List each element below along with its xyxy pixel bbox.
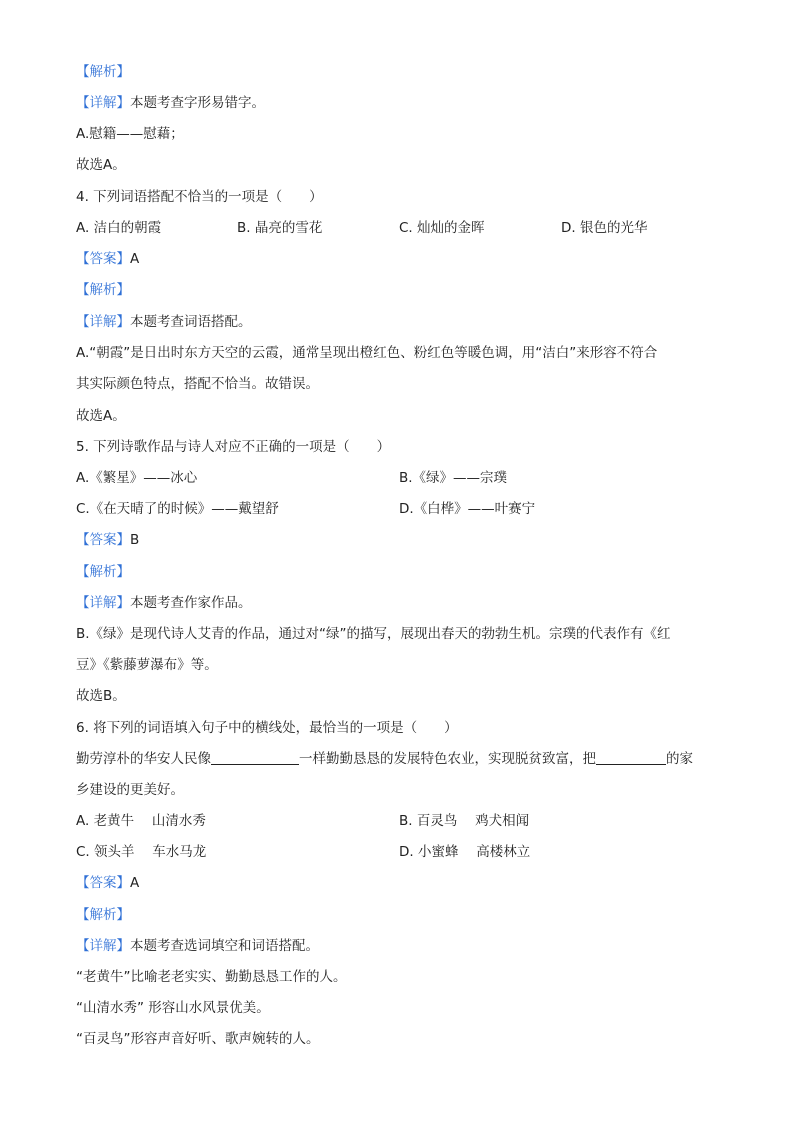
- detail-tag: 【详解】: [76, 95, 130, 111]
- explain-line: 豆》《紫藤萝瀑布》等。: [76, 657, 218, 673]
- q6-option-c: C. 领头羊 车水马龙: [76, 844, 207, 860]
- sentence-part: 的家: [666, 751, 693, 767]
- answer-tag: 【答案】: [76, 875, 130, 891]
- choose-line: 故选A。: [76, 157, 126, 173]
- explain-line: “老黄牛”比喻老老实实、勤勤恳恳工作的人。: [76, 969, 347, 985]
- q6-answer-line: [76, 873, 139, 893]
- detail-text: 本题考查字形易错字。: [130, 95, 265, 111]
- q5-option-b: B.《绿》——宗璞: [399, 470, 508, 486]
- detail-line: [76, 593, 252, 613]
- analysis-heading: 【解析】: [76, 564, 130, 580]
- q6-sentence-line-2: 乡建设的更美好。: [76, 782, 184, 798]
- analysis-heading: 【解析】: [76, 282, 130, 298]
- detail-text: 本题考查作家作品。: [130, 595, 252, 611]
- q4-option-b: B. 晶亮的雪花: [237, 220, 323, 236]
- answer-tag: 【答案】: [76, 532, 130, 548]
- q6-option-d: D. 小蜜蜂 高楼林立: [399, 844, 531, 860]
- explain-line: B.《绿》是现代诗人艾青的作品，通过对“绿”的描写，展现出春天的勃勃生机。宗璞的代表作有《红: [76, 626, 671, 642]
- fill-blank: [211, 750, 299, 765]
- q6-option-b: B. 百灵鸟 鸡犬相闻: [399, 813, 530, 829]
- detail-tag: 【详解】: [76, 595, 130, 611]
- fill-blank: [596, 750, 666, 765]
- explain-line: A.“朝霞”是日出时东方天空的云霞，通常呈现出橙红色、粉红色等暖色调，用“洁白”来形容不符合: [76, 345, 658, 361]
- q4-option-a: A. 洁白的朝霞: [76, 220, 162, 236]
- explain-line: “山清水秀” 形容山水风景优美。: [76, 1000, 270, 1016]
- explain-line: A.慰籍——慰藉；: [76, 126, 184, 142]
- explain-line: “百灵鸟”形容声音好听、歌声婉转的人。: [76, 1031, 320, 1047]
- answer-value: A: [130, 251, 140, 267]
- q5-option-d: D.《白桦》——叶赛宁: [399, 501, 536, 517]
- detail-text: 本题考查选词填空和词语搭配。: [130, 938, 319, 954]
- detail-text: 本题考查词语搭配。: [130, 314, 252, 330]
- analysis-heading: 【解析】: [76, 907, 130, 923]
- q6-sentence-line-1: [76, 749, 693, 769]
- q5-option-c: C.《在天晴了的时候》——戴望舒: [76, 501, 279, 517]
- sentence-part: 勤劳淳朴的华安人民像: [76, 751, 211, 767]
- analysis-heading: 【解析】: [76, 64, 130, 80]
- q4-option-c: C. 灿灿的金晖: [399, 220, 485, 236]
- question-6-stem: 6. 将下列的词语填入句子中的横线处，最恰当的一项是（ ）: [76, 720, 458, 736]
- detail-line: [76, 93, 265, 113]
- detail-tag: 【详解】: [76, 938, 130, 954]
- q4-answer-line: [76, 249, 139, 269]
- detail-line: [76, 936, 319, 956]
- answer-value: B: [130, 532, 140, 548]
- sentence-part: 一样勤勤恳恳的发展特色农业，实现脱贫致富，把: [299, 751, 596, 767]
- choose-line: 故选A。: [76, 408, 126, 424]
- question-5-stem: 5. 下列诗歌作品与诗人对应不正确的一项是（ ）: [76, 439, 391, 455]
- explain-line: 其实际颜色特点，搭配不恰当。故错误。: [76, 376, 319, 392]
- q5-option-a: A.《繁星》——冰心: [76, 470, 198, 486]
- detail-tag: 【详解】: [76, 314, 130, 330]
- question-4-stem: 4. 下列词语搭配不恰当的一项是（ ）: [76, 189, 323, 205]
- choose-line: 故选B。: [76, 688, 126, 704]
- q6-option-a: A. 老黄牛 山清水秀: [76, 813, 206, 829]
- q4-option-d: D. 银色的光华: [561, 220, 648, 236]
- detail-line: [76, 312, 252, 332]
- answer-tag: 【答案】: [76, 251, 130, 267]
- answer-value: A: [130, 875, 140, 891]
- q5-answer-line: [76, 530, 139, 550]
